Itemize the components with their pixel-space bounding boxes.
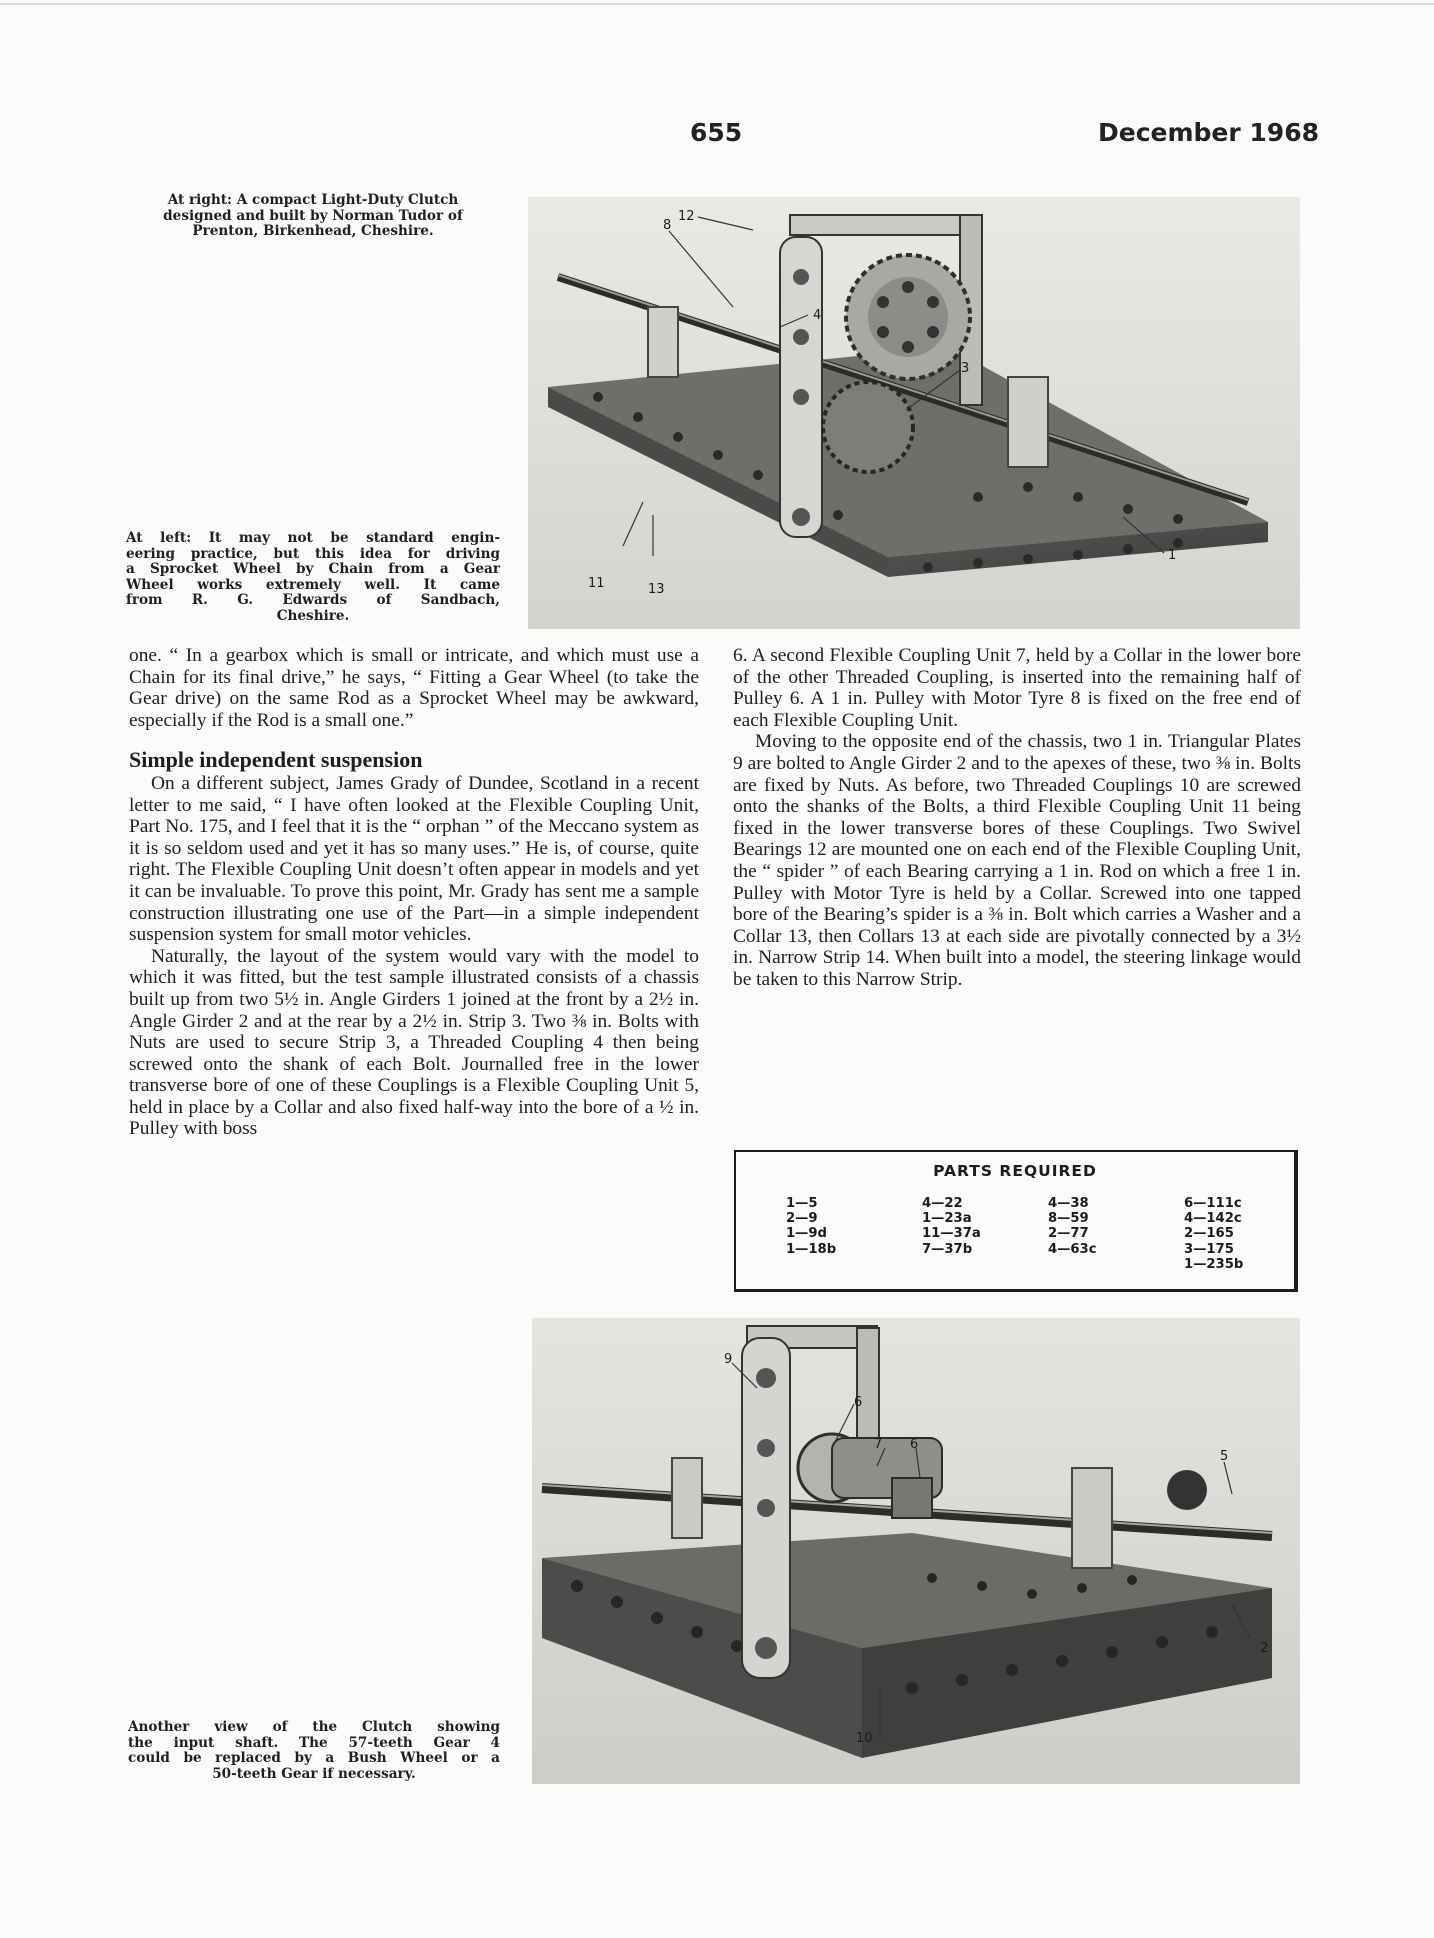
- parts-required-title: PARTS REQUIRED: [933, 1162, 1097, 1180]
- caption-bottom-photo: Another view of the Clutch showing the input shaft. The 57-teeth Gear 4 could be replaced by a Bush Wheel or a 50-teeth Gear if necessary.: [128, 1719, 500, 1782]
- label-3: 3: [961, 361, 970, 376]
- label-12: 12: [678, 209, 695, 224]
- label-2: 2: [1260, 1641, 1269, 1656]
- left-column: [129, 645, 699, 1140]
- section-heading: Simple independent suspension: [129, 747, 423, 773]
- label-13: 13: [648, 582, 665, 597]
- parts-column-3: 4—38 8—59 2—77 4—63c: [1048, 1196, 1097, 1257]
- label-7: 7: [874, 1437, 883, 1452]
- caption-at-left: At left: It may not be standard engin- eering practice, but this idea for driving a Sprocket Wheel by Chain from a Gear Wheel works extremely well. It came from R. G. Edwards of Sandbach, Cheshire.: [126, 530, 500, 624]
- parts-required-box: [734, 1150, 1298, 1292]
- page-top-rule: [0, 3, 1434, 5]
- right-paragraph-2: Moving to the opposite end of the chassis, two 1 in. Triangular Plates 9 are bolted to Angle Girder 2 and to the apexes of these, two ⅜ in. Bolts are fixed by Nuts. As before, two Threaded Couplings 10 are screwed onto the shanks of the Bolts, a third Flexible Coupling Unit 11 being fixed in the lower transverse bores of these Couplings. Two Swivel Bearings 12 are mounted one on each end of the Flexible Coupling Unit, the “ spider ” of each Bearing carrying a 1 in. Rod on which a free 1 in. Pulley with Motor Tyre is held by a Collar. Screwed into one tapped bore of the Bearing’s spider is a ⅜ in. Bolt which carries a Washer and a Collar 13, then Collars 13 at each side are pivotally connected by a 3½ in. Narrow Strip 14. When built into a model, the steering linkage would be taken to this Narrow Strip.: [733, 731, 1301, 990]
- right-column: [733, 645, 1301, 991]
- page-number: 655: [690, 118, 743, 147]
- clutch-photo-top: [528, 197, 1300, 629]
- label-6b: 6: [910, 1437, 919, 1452]
- left-paragraph-2: Naturally, the layout of the system would vary with the model to which it was fitted, but the test sample illustrated consists of a chassis built up from two 5½ in. Angle Girders 1 joined at the front by a 2½ in. Angle Girder 2 and at the rear by a 2½ in. Strip 3. Two ⅜ in. Bolts with Nuts are used to secure Strip 3, a Threaded Coupling 4 then being screwed onto the shank of each Bolt. Journalled free in the lower transverse bore of one of these Couplings is a Flexible Coupling Unit 5, held in place by a Collar and also fixed half-way into the bore of a ½ in. Pulley with boss: [129, 945, 699, 1140]
- left-paragraph-1: On a different subject, James Grady of Dundee, Scotland in a recent letter to me said, “ I have often looked at the Flexible Coupling Unit, Part No. 175, and I feel that it is the “ orphan ” of the Meccano system as it is so seldom used and yet it has so many uses.” He is, of course, quite right. The Flexible Coupling Unit doesn’t often appear in models and yet it can be invaluable. To prove this point, Mr. Grady has sent me a sample construction illustrating one use of the Part—in a simple independent suspension system for small motor vehicles.: [129, 772, 699, 946]
- label-4: 4: [813, 308, 822, 323]
- parts-column-1: 1—5 2—9 1—9d 1—18b: [786, 1196, 837, 1257]
- label-8: 8: [663, 218, 672, 233]
- label-6a: 6: [854, 1395, 863, 1410]
- parts-column-2: 4—22 1—23a 11—37a 7—37b: [922, 1196, 981, 1257]
- clutch-photo-bottom: [532, 1318, 1300, 1784]
- caption-top-right-photo: At right: A compact Light-Duty Clutch designed and built by Norman Tudor of Prenton, Birkenhead, Cheshire.: [163, 192, 463, 239]
- intro-paragraph: one. “ In a gearbox which is small or intricate, and which must use a Chain for its final drive,” he says, “ Fitting a Gear Wheel (to take the Gear drive) on the same Rod as a Sprocket Wheel may be awkward, especially if the Rod is a small one.”: [129, 645, 699, 731]
- label-11: 11: [588, 576, 605, 591]
- label-5: 5: [1220, 1449, 1229, 1464]
- parts-column-4: 6—111c 4—142c 2—165 3—175 1—235b: [1184, 1196, 1244, 1272]
- label-10: 10: [856, 1731, 873, 1746]
- label-9: 9: [724, 1352, 733, 1367]
- label-1: 1: [1168, 548, 1177, 563]
- right-paragraph-1: 6. A second Flexible Coupling Unit 7, held by a Collar in the lower bore of the other Threaded Coupling, is inserted into the remaining half of Pulley 6. A 1 in. Pulley with Motor Tyre 8 is fixed on the free end of each Flexible Coupling Unit.: [733, 645, 1301, 731]
- issue-date: December 1968: [1098, 118, 1319, 147]
